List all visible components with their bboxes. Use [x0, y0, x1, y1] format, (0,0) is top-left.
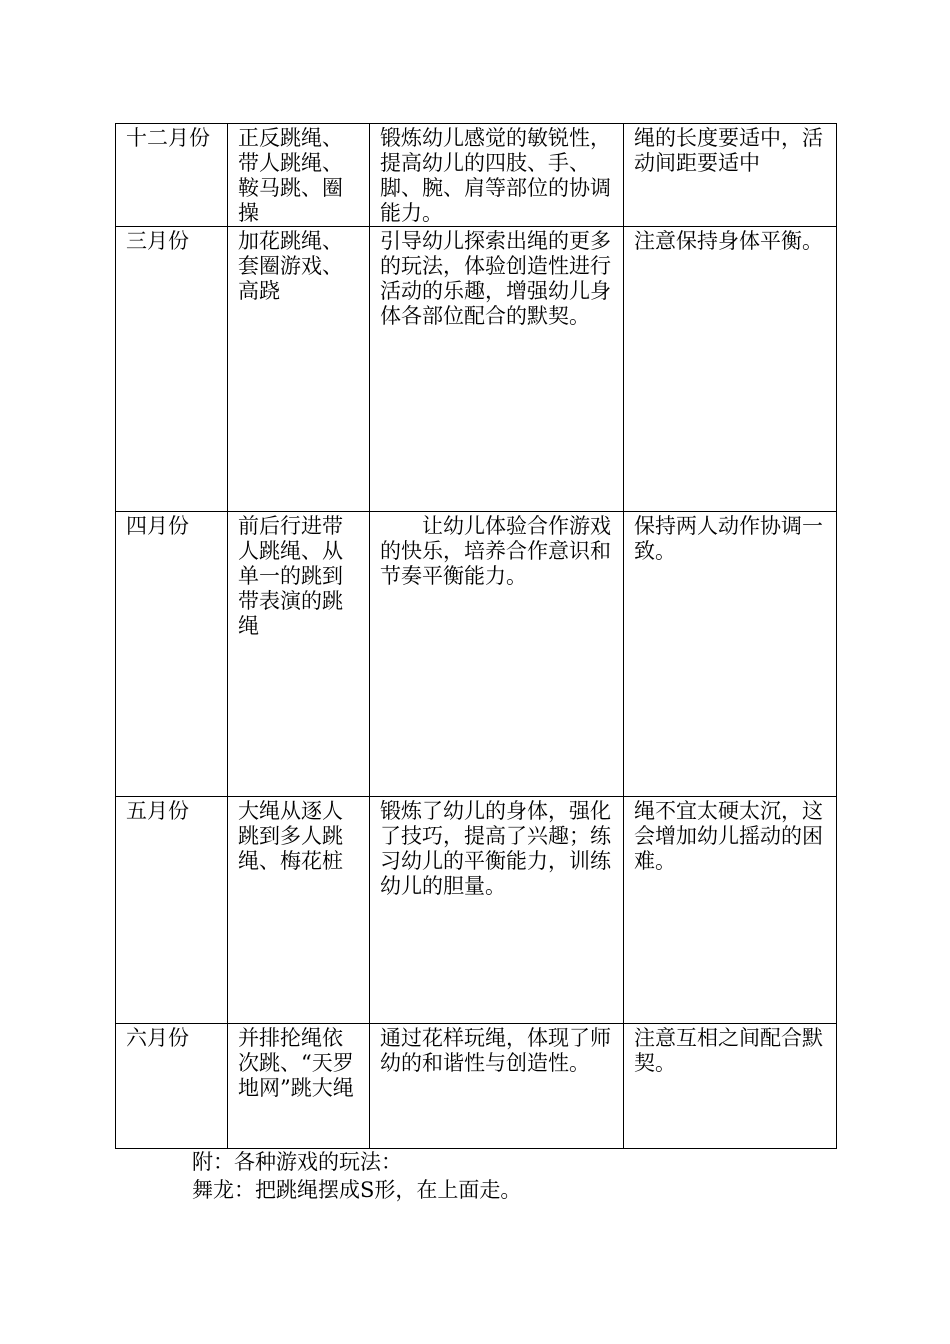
activity-goal-cell: 锻炼幼儿感觉的敏锐性，提高幼儿的四肢、手、脚、腕、肩等部位的协调能力。: [370, 124, 624, 227]
month-cell: 六月份: [116, 1024, 228, 1149]
table-row: [116, 512, 837, 797]
activity-note-cell: 注意互相之间配合默契。: [624, 1024, 837, 1149]
activity-note-cell: 绳的长度要适中，活动间距要适中: [624, 124, 837, 227]
appendix-item-dragon: 舞龙：把跳绳摆成S形，在上面走。: [192, 1178, 522, 1202]
table-row: [116, 124, 837, 227]
activity-content-cell: 正反跳绳、带人跳绳、鞍马跳、圈操: [228, 124, 370, 227]
month-cell: 四月份: [116, 512, 228, 797]
month-cell: 五月份: [116, 797, 228, 1024]
activity-goal-cell: 引导幼儿探索出绳的更多的玩法，体验创造性进行活动的乐趣，增强幼儿身体各部位配合的默契。: [370, 227, 624, 512]
month-cell: 三月份: [116, 227, 228, 512]
activity-note-cell: 绳不宜太硬太沉，这会增加幼儿摇动的困难。: [624, 797, 837, 1024]
activity-content-cell: 加花跳绳、套圈游戏、高跷: [228, 227, 370, 512]
activity-content-cell: 前后行进带人跳绳、从单一的跳到带表演的跳绳: [228, 512, 370, 797]
activity-note-cell: 注意保持身体平衡。: [624, 227, 837, 512]
table-row: [116, 227, 837, 512]
activity-content-cell: 并排抡绳依次跳、“天罗地网”跳大绳: [228, 1024, 370, 1149]
activity-goal-cell: 锻炼了幼儿的身体，强化了技巧，提高了兴趣；练习幼儿的平衡能力，训练幼儿的胆量。: [370, 797, 624, 1024]
activity-goal-cell: 让幼儿体验合作游戏的快乐，培养合作意识和节奏平衡能力。: [370, 512, 624, 797]
activity-plan-table: [115, 123, 837, 1149]
activity-goal-cell: 通过花样玩绳，体现了师幼的和谐性与创造性。: [370, 1024, 624, 1149]
month-cell: 十二月份: [116, 124, 228, 227]
activity-content-cell: 大绳从逐人跳到多人跳绳、梅花桩: [228, 797, 370, 1024]
table-row: [116, 1024, 837, 1149]
activity-note-cell: 保持两人动作协调一致。: [624, 512, 837, 797]
table-row: [116, 797, 837, 1024]
appendix-heading: 附：各种游戏的玩法：: [192, 1150, 402, 1174]
